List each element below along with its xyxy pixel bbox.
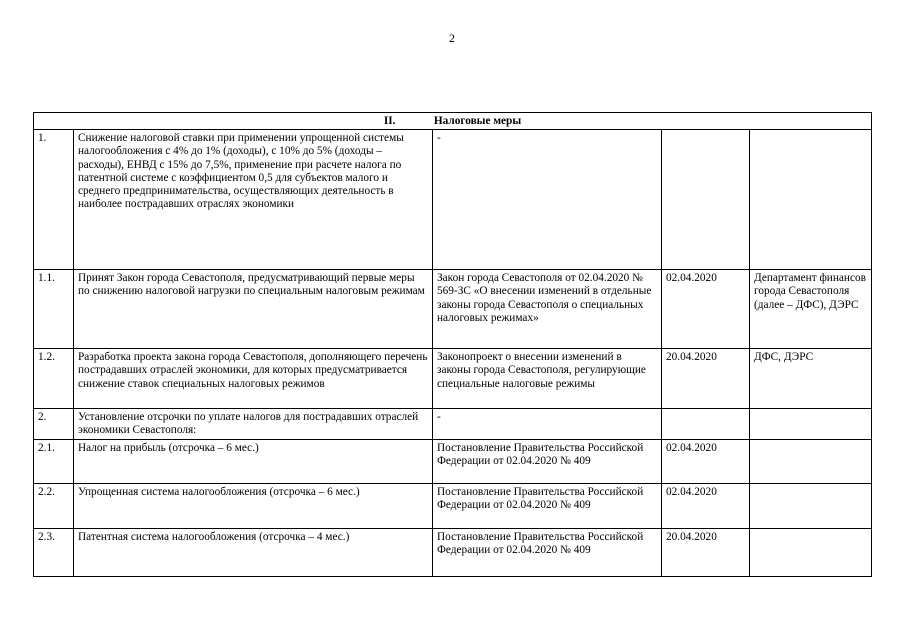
- table-row: [34, 528, 872, 576]
- measure-description: Принят Закон города Севастополя, предусматривающий первые меры по снижению налоговой нагрузки по специальным налоговым режимам: [74, 270, 433, 349]
- row-number: 1.1.: [34, 270, 74, 349]
- legal-document: Законопроект о внесении изменений в законы города Севастополя, регулирующие специальные налоговые режимы: [433, 349, 662, 409]
- legal-document: -: [433, 130, 662, 270]
- legal-document: Постановление Правительства Российской Федерации от 02.04.2020 № 409: [433, 439, 662, 483]
- section-title-cell: [34, 113, 872, 130]
- responsible-party: [750, 528, 872, 576]
- responsible-party: [750, 483, 872, 528]
- legal-document: Закон города Севастополя от 02.04.2020 № 569-ЗС «О внесении изменений в отдельные законы города Севастополя о специальных налоговых режимах»: [433, 270, 662, 349]
- legal-document: Постановление Правительства Российской Федерации от 02.04.2020 № 409: [433, 528, 662, 576]
- row-number: 2.1.: [34, 439, 74, 483]
- deadline-date: 02.04.2020: [662, 483, 750, 528]
- legal-document: -: [433, 409, 662, 440]
- measure-description: Снижение налоговой ставки при применении упрощенной системы налогообложения с 4% до 1% (доходы), с 10% до 5% (доходы – расходы), ЕНВД с 15% до 7,5%, применение при расчете налога по патентной системе с коэффициентом 0,5 для субъектов малого и среднего предпринимательства, осуществляющих деятельность в наиболее пострадавших отраслях экономики: [74, 130, 433, 270]
- row-number: 1.2.: [34, 349, 74, 409]
- deadline-date: 02.04.2020: [662, 439, 750, 483]
- tax-measures-table: [33, 112, 872, 577]
- table-row: [34, 439, 872, 483]
- section-number: II.: [383, 115, 396, 127]
- measure-description: Налог на прибыль (отсрочка – 6 мес.): [74, 439, 433, 483]
- deadline-date: [662, 409, 750, 440]
- row-number: 2.: [34, 409, 74, 440]
- table-row: [34, 130, 872, 270]
- table-row: [34, 483, 872, 528]
- responsible-party: [750, 439, 872, 483]
- table-row: [34, 409, 872, 440]
- responsible-party: [750, 130, 872, 270]
- section-header-row: [34, 113, 872, 130]
- deadline-date: [662, 130, 750, 270]
- deadline-date: 20.04.2020: [662, 349, 750, 409]
- row-number: 2.2.: [34, 483, 74, 528]
- responsible-party: ДФС, ДЭРС: [750, 349, 872, 409]
- measure-description: Упрощенная система налогообложения (отсрочка – 6 мес.): [74, 483, 433, 528]
- measure-description: Патентная система налогообложения (отсрочка – 4 мес.): [74, 528, 433, 576]
- measure-description: Разработка проекта закона города Севастополя, дополняющего перечень пострадавших отраслей экономики, для которых предусматривается снижение ставок специальных налоговых режимов: [74, 349, 433, 409]
- page-number: 2: [449, 31, 455, 45]
- row-number: 2.3.: [34, 528, 74, 576]
- row-number: 1.: [34, 130, 74, 270]
- section-title: Налоговые меры: [433, 115, 522, 127]
- deadline-date: 02.04.2020: [662, 270, 750, 349]
- responsible-party: Департамент финансов города Севастополя (далее – ДФС), ДЭРС: [750, 270, 872, 349]
- legal-document: Постановление Правительства Российской Федерации от 02.04.2020 № 409: [433, 483, 662, 528]
- measure-description: Установление отсрочки по уплате налогов для пострадавших отраслей экономики Севастополя:: [74, 409, 433, 440]
- responsible-party: [750, 409, 872, 440]
- table-row: [34, 270, 872, 349]
- table-row: [34, 349, 872, 409]
- deadline-date: 20.04.2020: [662, 528, 750, 576]
